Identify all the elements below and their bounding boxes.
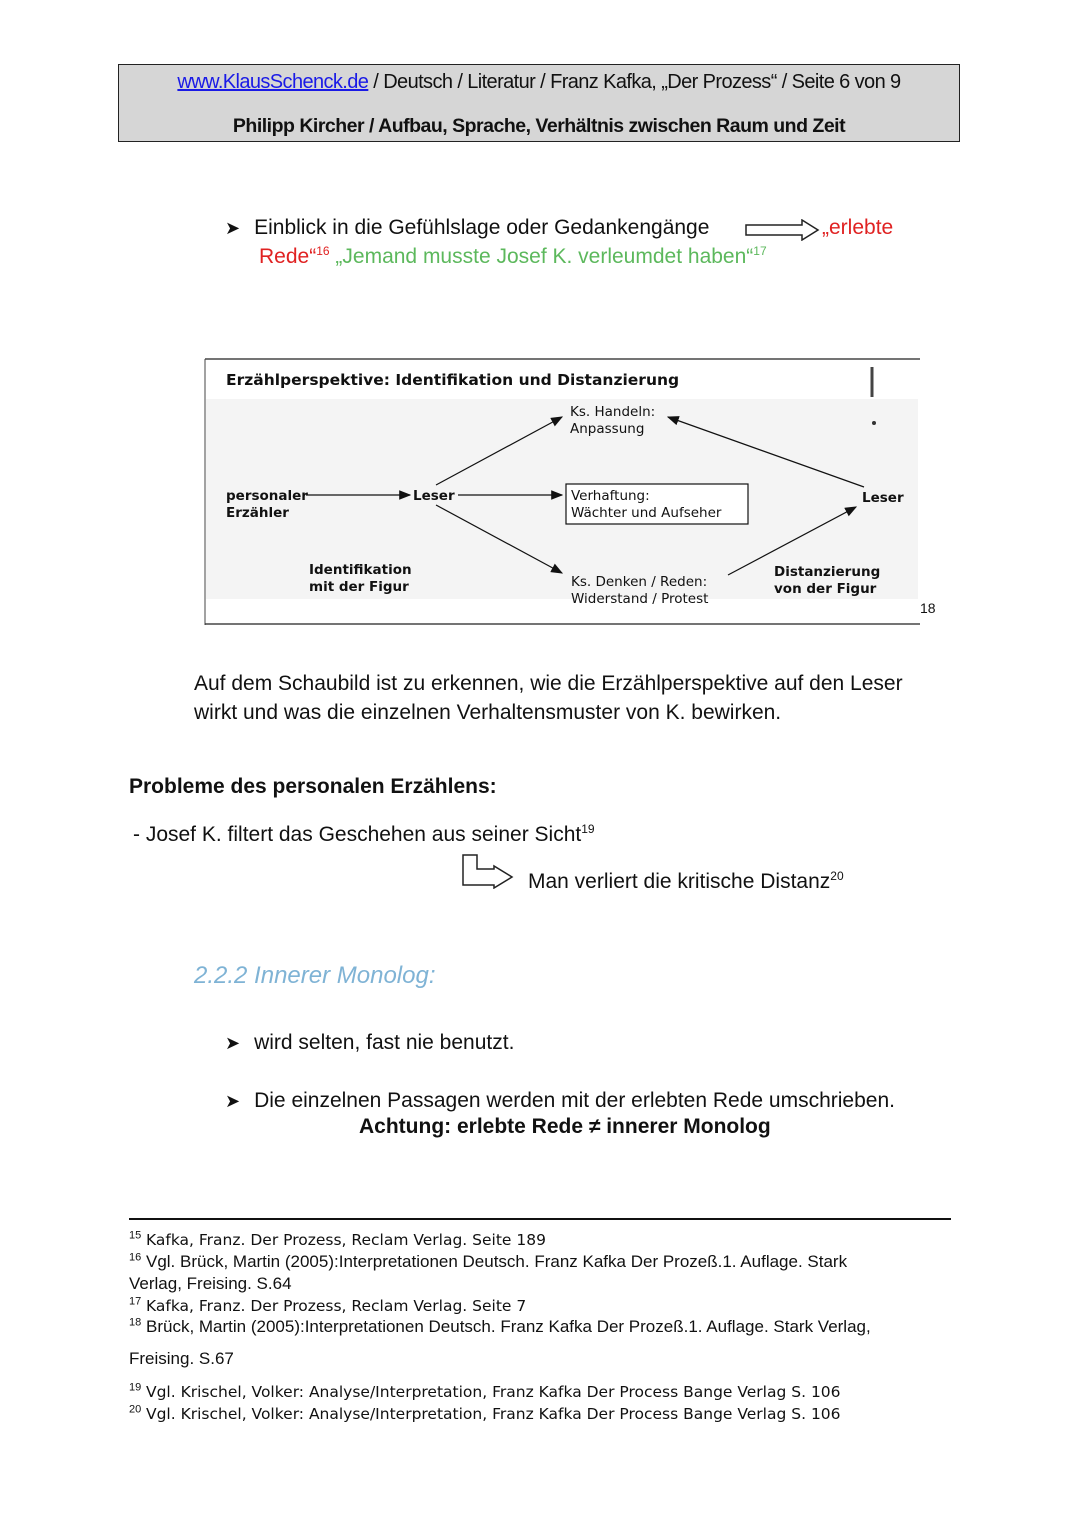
footnote-20: $^{20}$ Vgl. Krischel, Volker: Analyse/Interpretation, Franz Kafka Der Process Bange Verlag S. 106 bbox=[129, 1403, 841, 1423]
bullet-selten: ➤ wird selten, fast nie benutzt. bbox=[225, 1031, 515, 1054]
footnote-ref-16: 16 bbox=[316, 244, 330, 258]
problem-consequence: Man verliert die kritische Distanz$^{20}$ bbox=[528, 869, 844, 893]
footnote-separator bbox=[129, 1218, 951, 1220]
bullet-line-2 bbox=[259, 242, 767, 271]
footnote-17: $^{17}$ Kafka, Franz. Der Prozess, Reclam Verlag. Seite 7 bbox=[129, 1295, 527, 1315]
footnote-ref-20: 20 bbox=[830, 869, 844, 883]
footnote-18: $^{18}$ Brück, Martin (2005):Interpretationen Deutsch. Franz Kafka Der Prozeß.1. Auflage. Stark Verlag, Freising. S.67 bbox=[129, 1316, 871, 1368]
node-leser-2: Leser bbox=[862, 490, 904, 506]
header-breadcrumb: / Deutsch / Literatur / Franz Kafka, „Der Prozess“ / Seite 6 von 9 bbox=[368, 71, 901, 93]
diagram-description: Auf dem Schaubild ist zu erkennen, wie die Erzählperspektive auf den Leser wirkt und was die einzelnen Verhaltensmuster von K. bewirken. bbox=[194, 672, 903, 724]
page-header bbox=[118, 64, 960, 142]
bullet-erlebte-rede bbox=[225, 213, 925, 243]
node-ks-denken: Ks. Denken / Reden: Widerstand / Protest bbox=[571, 574, 709, 607]
section-heading-innerer-monolog: 2.2.2 Innerer Monolog: bbox=[194, 962, 436, 989]
site-link[interactable]: www.KlausSchenck.de bbox=[177, 71, 369, 93]
bullet-arrow-icon: ➤ bbox=[225, 218, 241, 238]
attention-note: Achtung: erlebte Rede ≠ innerer Monolog bbox=[359, 1115, 771, 1138]
header-line-1 bbox=[119, 71, 959, 94]
bullet-arrow-icon: ➤ bbox=[225, 1091, 241, 1111]
node-personaler-erzaehler: personaler Erzähler bbox=[226, 488, 308, 521]
footnote-ref-19: 19 bbox=[581, 822, 595, 836]
node-ks-handeln: Ks. Handeln: Anpassung bbox=[570, 404, 656, 437]
footnote-15: $^{15}$ Kafka, Franz. Der Prozess, Reclam Verlag. Seite 189 bbox=[129, 1229, 546, 1249]
figure-footnote-ref: 18 bbox=[920, 600, 936, 616]
erlebte-label: „erlebte bbox=[822, 216, 894, 239]
problems-heading: Probleme des personalen Erzählens: bbox=[129, 775, 497, 798]
narrative-perspective-diagram bbox=[200, 357, 936, 627]
bullet-text: Einblick in die Gefühlslage oder Gedankengänge bbox=[254, 216, 710, 239]
bullet-arrow-icon: ➤ bbox=[225, 1033, 241, 1053]
rede-label: Rede“ bbox=[259, 245, 317, 268]
example-quote: „Jemand musste Josef K. verleumdet haben“ bbox=[335, 245, 754, 268]
node-leser: Leser bbox=[413, 488, 455, 504]
implies-arrow-icon bbox=[744, 219, 820, 241]
label-identifikation: Identifikation mit der Figur bbox=[309, 562, 412, 595]
label-distanzierung: Distanzierung von der Figur bbox=[774, 564, 881, 597]
node-verhaftung: Verhaftung: Wächter und Aufseher bbox=[571, 488, 722, 521]
problem-item: - Josef K. filtert das Geschehen aus seiner Sicht$^{19}$ bbox=[133, 822, 595, 846]
result-arrow-icon bbox=[460, 853, 516, 889]
footnote-16: $^{16}$ Vgl. Brück, Martin (2005):Interpretationen Deutsch. Franz Kafka Der Prozeß.1. Auflage. Stark Verlag, Freising. S.64 bbox=[129, 1251, 848, 1293]
diagram-title: Erzählperspektive: Identifikation und Distanzierung bbox=[226, 371, 680, 389]
header-subtitle: Philipp Kircher / Aufbau, Sprache, Verhältnis zwischen Raum und Zeit bbox=[232, 115, 846, 137]
bullet-passagen: ➤ Die einzelnen Passagen werden mit der erlebten Rede umschrieben. bbox=[225, 1089, 895, 1112]
footnote-19: $^{19}$ Vgl. Krischel, Volker: Analyse/Interpretation, Franz Kafka Der Process Bange Verlag S. 106 bbox=[129, 1381, 841, 1401]
footnote-ref-17: 17 bbox=[753, 244, 767, 258]
